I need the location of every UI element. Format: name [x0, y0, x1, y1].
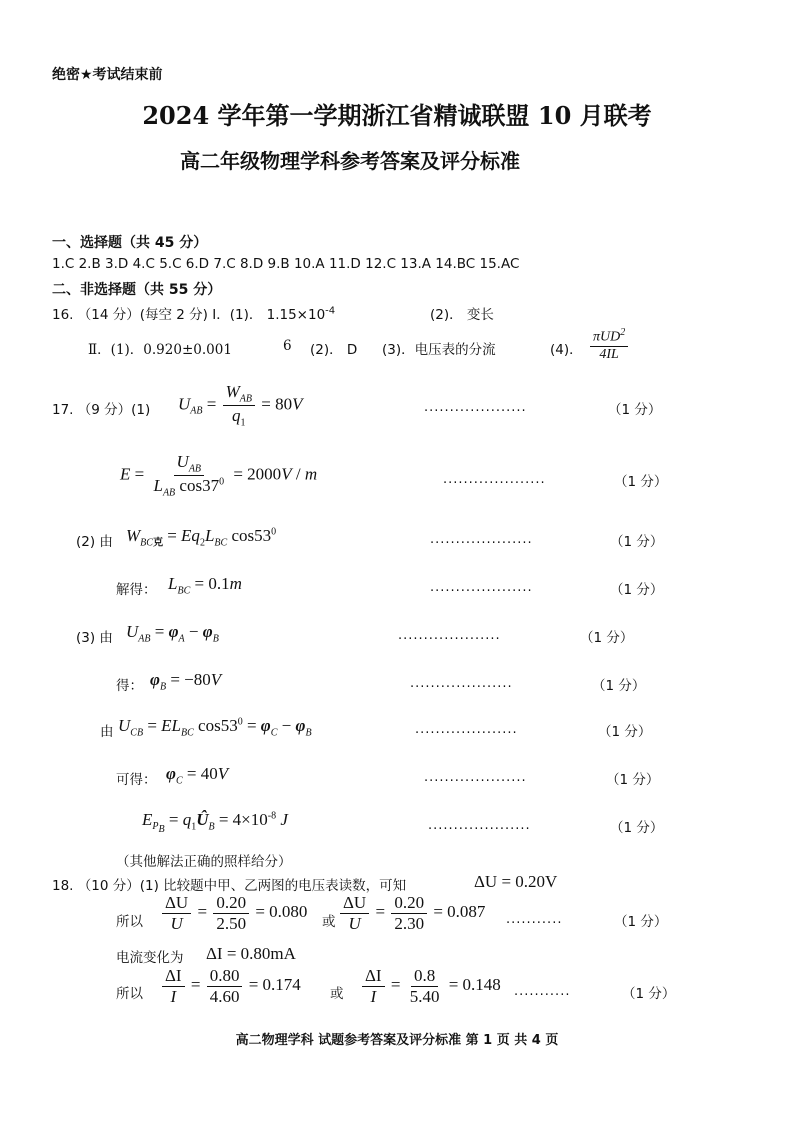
q17-eq4: $L_{BC} = 0.1m$ [168, 574, 242, 597]
q16-line1 [52, 303, 335, 323]
q18-frac-row-4: $\frac{\Delta I}{I}$ = $\frac{0.8}{5.40}$ = 0.148 [360, 966, 501, 1006]
q18-f1-num: ΔU [162, 893, 191, 914]
q18-g2b-den: 5.40 [409, 986, 440, 1006]
q17-dots-5: .................... [398, 628, 501, 643]
q17-score-6: （1 分） [592, 678, 646, 694]
q17-dots-1: .................... [424, 400, 527, 415]
q16-line2d: (3)．电压表的分流 [382, 342, 496, 358]
q17-eq5: $U_{AB} = \varphi_A - \varphi_B$ [126, 622, 219, 645]
q18-g2-den: I [370, 986, 377, 1006]
q17-get-label: 得： [116, 678, 143, 694]
q18-g2b-num: 0.8 [411, 966, 438, 987]
q17-dots-9: .................... [428, 818, 531, 833]
q18-f1b-den: 2.50 [216, 913, 247, 933]
q18-frac-row-1: $\frac{\Delta U}{U}$ = $\frac{0.20}{2.50}$ = 0.080 [160, 893, 307, 933]
q18-g1-res: = 0.174 [248, 974, 301, 994]
q18-f2b-den: 2.30 [394, 913, 425, 933]
q16-line2e: (4)． [550, 342, 583, 358]
q18-so-2: 所以 [116, 986, 143, 1002]
q18-frac-row-3: $\frac{\Delta I}{I}$ = $\frac{0.80}{4.60}$ = 0.174 [160, 966, 301, 1006]
q18-g2-res: = 0.148 [448, 974, 501, 994]
q18-g1b-num: 0.80 [207, 966, 243, 987]
q16-line1-text: 16. （14 分）(每空 2 分) Ⅰ．(1)． 1.15×10 [52, 307, 326, 323]
q18-f1-den: U [170, 913, 183, 933]
q17-p3-label: (3) 由 [76, 630, 113, 646]
q17-label: 17. （9 分）(1) [52, 402, 151, 418]
q18-g1-den: I [170, 986, 177, 1006]
q16-line2b: 6 [283, 338, 292, 354]
q17-can-label: 可得： [116, 772, 157, 788]
q17-score-4: （1 分） [610, 582, 664, 598]
q18-du: ΔU = 0.20V [474, 872, 558, 891]
q17-eq1: $U_{AB}$ = $\frac{W_{AB}}{q_1}$ = 80V [178, 382, 303, 429]
q17-p2-label: (2) 由 [76, 534, 113, 550]
q17-eq8: $\varphi_C = 40V$ [166, 764, 229, 787]
q17-dots-8: .................... [424, 770, 527, 785]
q18-score-1: （1 分） [614, 914, 668, 930]
q18-f1b-num: 0.20 [213, 893, 249, 914]
q17-eq7: $U_{CB} = EL_{BC}$ $\cos 53^0 = \varphi_C - \varphi_B$ [118, 716, 312, 739]
q18-dots-1: ........... [506, 912, 563, 927]
q17-score-7: （1 分） [598, 724, 652, 740]
q18-g2-num: ΔI [362, 966, 385, 987]
q16-frac-sup: 2 [620, 327, 626, 338]
q16-fraction [588, 327, 630, 363]
q18-or-2: 或 [330, 986, 344, 1002]
q17-score-8: （1 分） [606, 772, 660, 788]
q18-di: ΔI = 0.80mA [206, 944, 296, 963]
q16-line2a: Ⅱ．(1)．0.920±0.001 [88, 342, 232, 358]
q17-eq6: $\varphi_B = -80V$ [150, 670, 222, 693]
q18-f2-res: = 0.087 [433, 901, 486, 921]
q17-eq3: $W_{BC克} = Eq_2L_{BC}$ $\cos 53^0$ [126, 526, 277, 549]
q18-frac-row-2: $\frac{\Delta U}{U}$ = $\frac{0.20}{2.30}$ = 0.087 [338, 893, 485, 933]
q17-dots-6: .................... [410, 676, 513, 691]
q17-dots-3: .................... [430, 532, 533, 547]
q17-dots-2: .................... [443, 472, 546, 487]
q17-score-3: （1 分） [610, 534, 664, 550]
page-subtitle: 高二年级物理学科参考答案及评分标准 [180, 149, 520, 173]
section2-heading: 二、非选择题（共 55 分） [52, 282, 222, 298]
q17-score-5: （1 分） [580, 630, 634, 646]
q17-score-2: （1 分） [614, 474, 668, 490]
secret-label: 绝密★考试结束前 [52, 67, 163, 83]
q18-f1-res: = 0.080 [255, 901, 308, 921]
q16-line2c: (2)． D [310, 342, 358, 358]
q18-or-1: 或 [322, 914, 336, 930]
q16-frac-num: πUD [593, 329, 621, 345]
q18-g1-num: ΔI [162, 966, 185, 987]
q16-part2: (2)． 变长 [430, 307, 494, 323]
q18-label: 18. （10 分）(1) 比较题中甲、乙两图的电压表读数，可知 [52, 878, 407, 894]
q17-score-9: （1 分） [610, 820, 664, 836]
q18-f2b-num: 0.20 [391, 893, 427, 914]
q16-frac-den: 4IL [599, 346, 619, 362]
q18-g1b-den: 4.60 [209, 986, 240, 1006]
page-footer: 高二物理学科 试题参考答案及评分标准 第 1 页 共 4 页 [235, 1033, 559, 1048]
q17-eq9: $E_{P_B}$ = $q_1Û_B = 4\times 10^{-8}$ J [142, 810, 288, 836]
q17-solve-label: 解得： [116, 582, 157, 598]
section1-heading: 一、选择题（共 45 分） [52, 235, 208, 251]
q17-eq2: E = $\frac{U_{AB}}{L_{AB} \cos 37^0}$ = 2000V / m [120, 452, 318, 499]
q18-score-2: （1 分） [622, 986, 676, 1002]
q17-note: （其他解法正确的照样给分） [116, 854, 292, 870]
q17-by-label: 由 [100, 724, 114, 740]
q17-dots-4: .................... [430, 580, 533, 595]
q16-exponent: -4 [325, 305, 336, 317]
q18-f2-num: ΔU [340, 893, 369, 914]
q18-f2-den: U [348, 913, 361, 933]
q17-score-1: （1 分） [608, 402, 662, 418]
q18-so-1: 所以 [116, 914, 143, 930]
q18-dots-2: ........... [514, 984, 571, 999]
q18-current-label: 电流变化为 [116, 950, 184, 966]
choice-answers: 1.C 2.B 3.D 4.C 5.C 6.D 7.C 8.D 9.B 10.A 11.D 12.C 13.A 14.BC 15.AC [52, 256, 520, 272]
page-title: 2024 学年第一学期浙江省精诚联盟 10 月联考 [142, 101, 652, 130]
q17-dots-7: .................... [415, 722, 518, 737]
